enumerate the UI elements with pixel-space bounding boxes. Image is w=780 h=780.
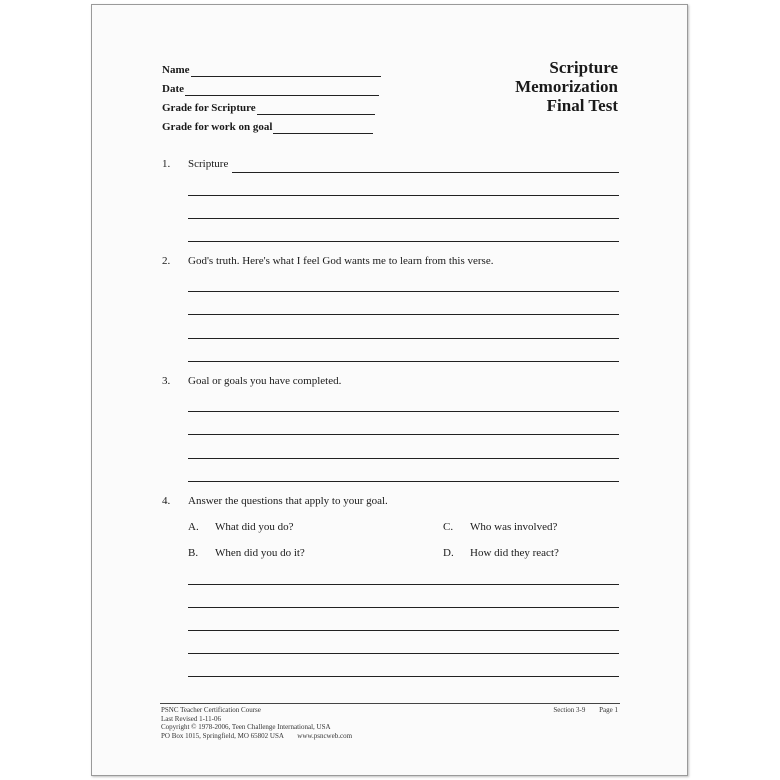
- subquestion-text: How did they react?: [470, 547, 559, 559]
- name-label: Name: [162, 64, 190, 76]
- title-line-3: Final Test: [546, 96, 618, 115]
- grade-goal-label: Grade for work on goal: [162, 121, 273, 133]
- question-text: Scripture: [188, 158, 229, 170]
- name-underline: [191, 65, 381, 77]
- footer-divider: [160, 703, 620, 704]
- worksheet-page: [91, 4, 688, 776]
- question-number: 4.: [162, 495, 171, 507]
- footer-address: PO Box 1015, Springfield, MO 65802 USA: [161, 731, 284, 740]
- grade-goal-field[interactable]: [162, 120, 373, 134]
- name-field[interactable]: [162, 63, 381, 77]
- answer-line[interactable]: [188, 584, 619, 585]
- page-title: [515, 58, 618, 115]
- grade-scripture-label: Grade for Scripture: [162, 102, 256, 114]
- footer-copyright: Copyright © 1978-2006, Teen Challenge International, USA: [161, 723, 331, 731]
- answer-line[interactable]: [188, 218, 619, 219]
- subquestion-letter: D.: [443, 547, 454, 559]
- answer-line[interactable]: [188, 653, 619, 654]
- question-text: Answer the questions that apply to your goal.: [188, 495, 388, 507]
- grade-scripture-field[interactable]: [162, 101, 375, 115]
- answer-line[interactable]: [188, 361, 619, 362]
- subquestion-text: What did you do?: [215, 521, 294, 533]
- answer-line[interactable]: [188, 195, 619, 196]
- footer-info: [161, 706, 352, 740]
- answer-line[interactable]: [188, 434, 619, 435]
- grade-scripture-underline: [257, 103, 375, 115]
- answer-line[interactable]: [188, 411, 619, 412]
- title-line-1: Scripture: [549, 58, 618, 77]
- date-underline: [185, 84, 379, 96]
- answer-line[interactable]: [188, 607, 619, 608]
- answer-line[interactable]: [188, 314, 619, 315]
- question-text: God's truth. Here's what I feel God wants me to learn from this verse.: [188, 255, 494, 267]
- subquestion-letter: C.: [443, 521, 454, 533]
- answer-line[interactable]: [188, 458, 619, 459]
- answer-line[interactable]: [188, 241, 619, 242]
- answer-line[interactable]: [188, 676, 619, 677]
- footer-revised: Last Revised 1-11-06: [161, 714, 222, 723]
- answer-line[interactable]: [188, 630, 619, 631]
- question-number: 3.: [162, 375, 171, 387]
- answer-line[interactable]: [232, 172, 619, 173]
- footer-course: PSNC Teacher Certification Course: [161, 706, 261, 714]
- question-number: 1.: [162, 158, 171, 170]
- answer-line[interactable]: [188, 481, 619, 482]
- answer-line[interactable]: [188, 291, 619, 292]
- footer-page-number: Page 1: [599, 706, 618, 714]
- subquestion-text: Who was involved?: [470, 521, 558, 533]
- title-line-2: Memorization: [515, 77, 618, 96]
- subquestion-text: When did you do it?: [215, 547, 305, 559]
- date-label: Date: [162, 83, 184, 95]
- date-field[interactable]: [162, 82, 379, 96]
- footer-address-line: [161, 732, 352, 741]
- footer-section: Section 3-9: [553, 706, 586, 714]
- grade-goal-underline: [273, 122, 373, 134]
- footer-website: www.psncweb.com: [297, 731, 353, 740]
- subquestion-letter: A.: [188, 521, 199, 533]
- subquestion-letter: B.: [188, 547, 199, 559]
- footer-page-info: [553, 706, 618, 715]
- answer-line[interactable]: [188, 338, 619, 339]
- question-text: Goal or goals you have completed.: [188, 375, 342, 387]
- question-number: 2.: [162, 255, 171, 267]
